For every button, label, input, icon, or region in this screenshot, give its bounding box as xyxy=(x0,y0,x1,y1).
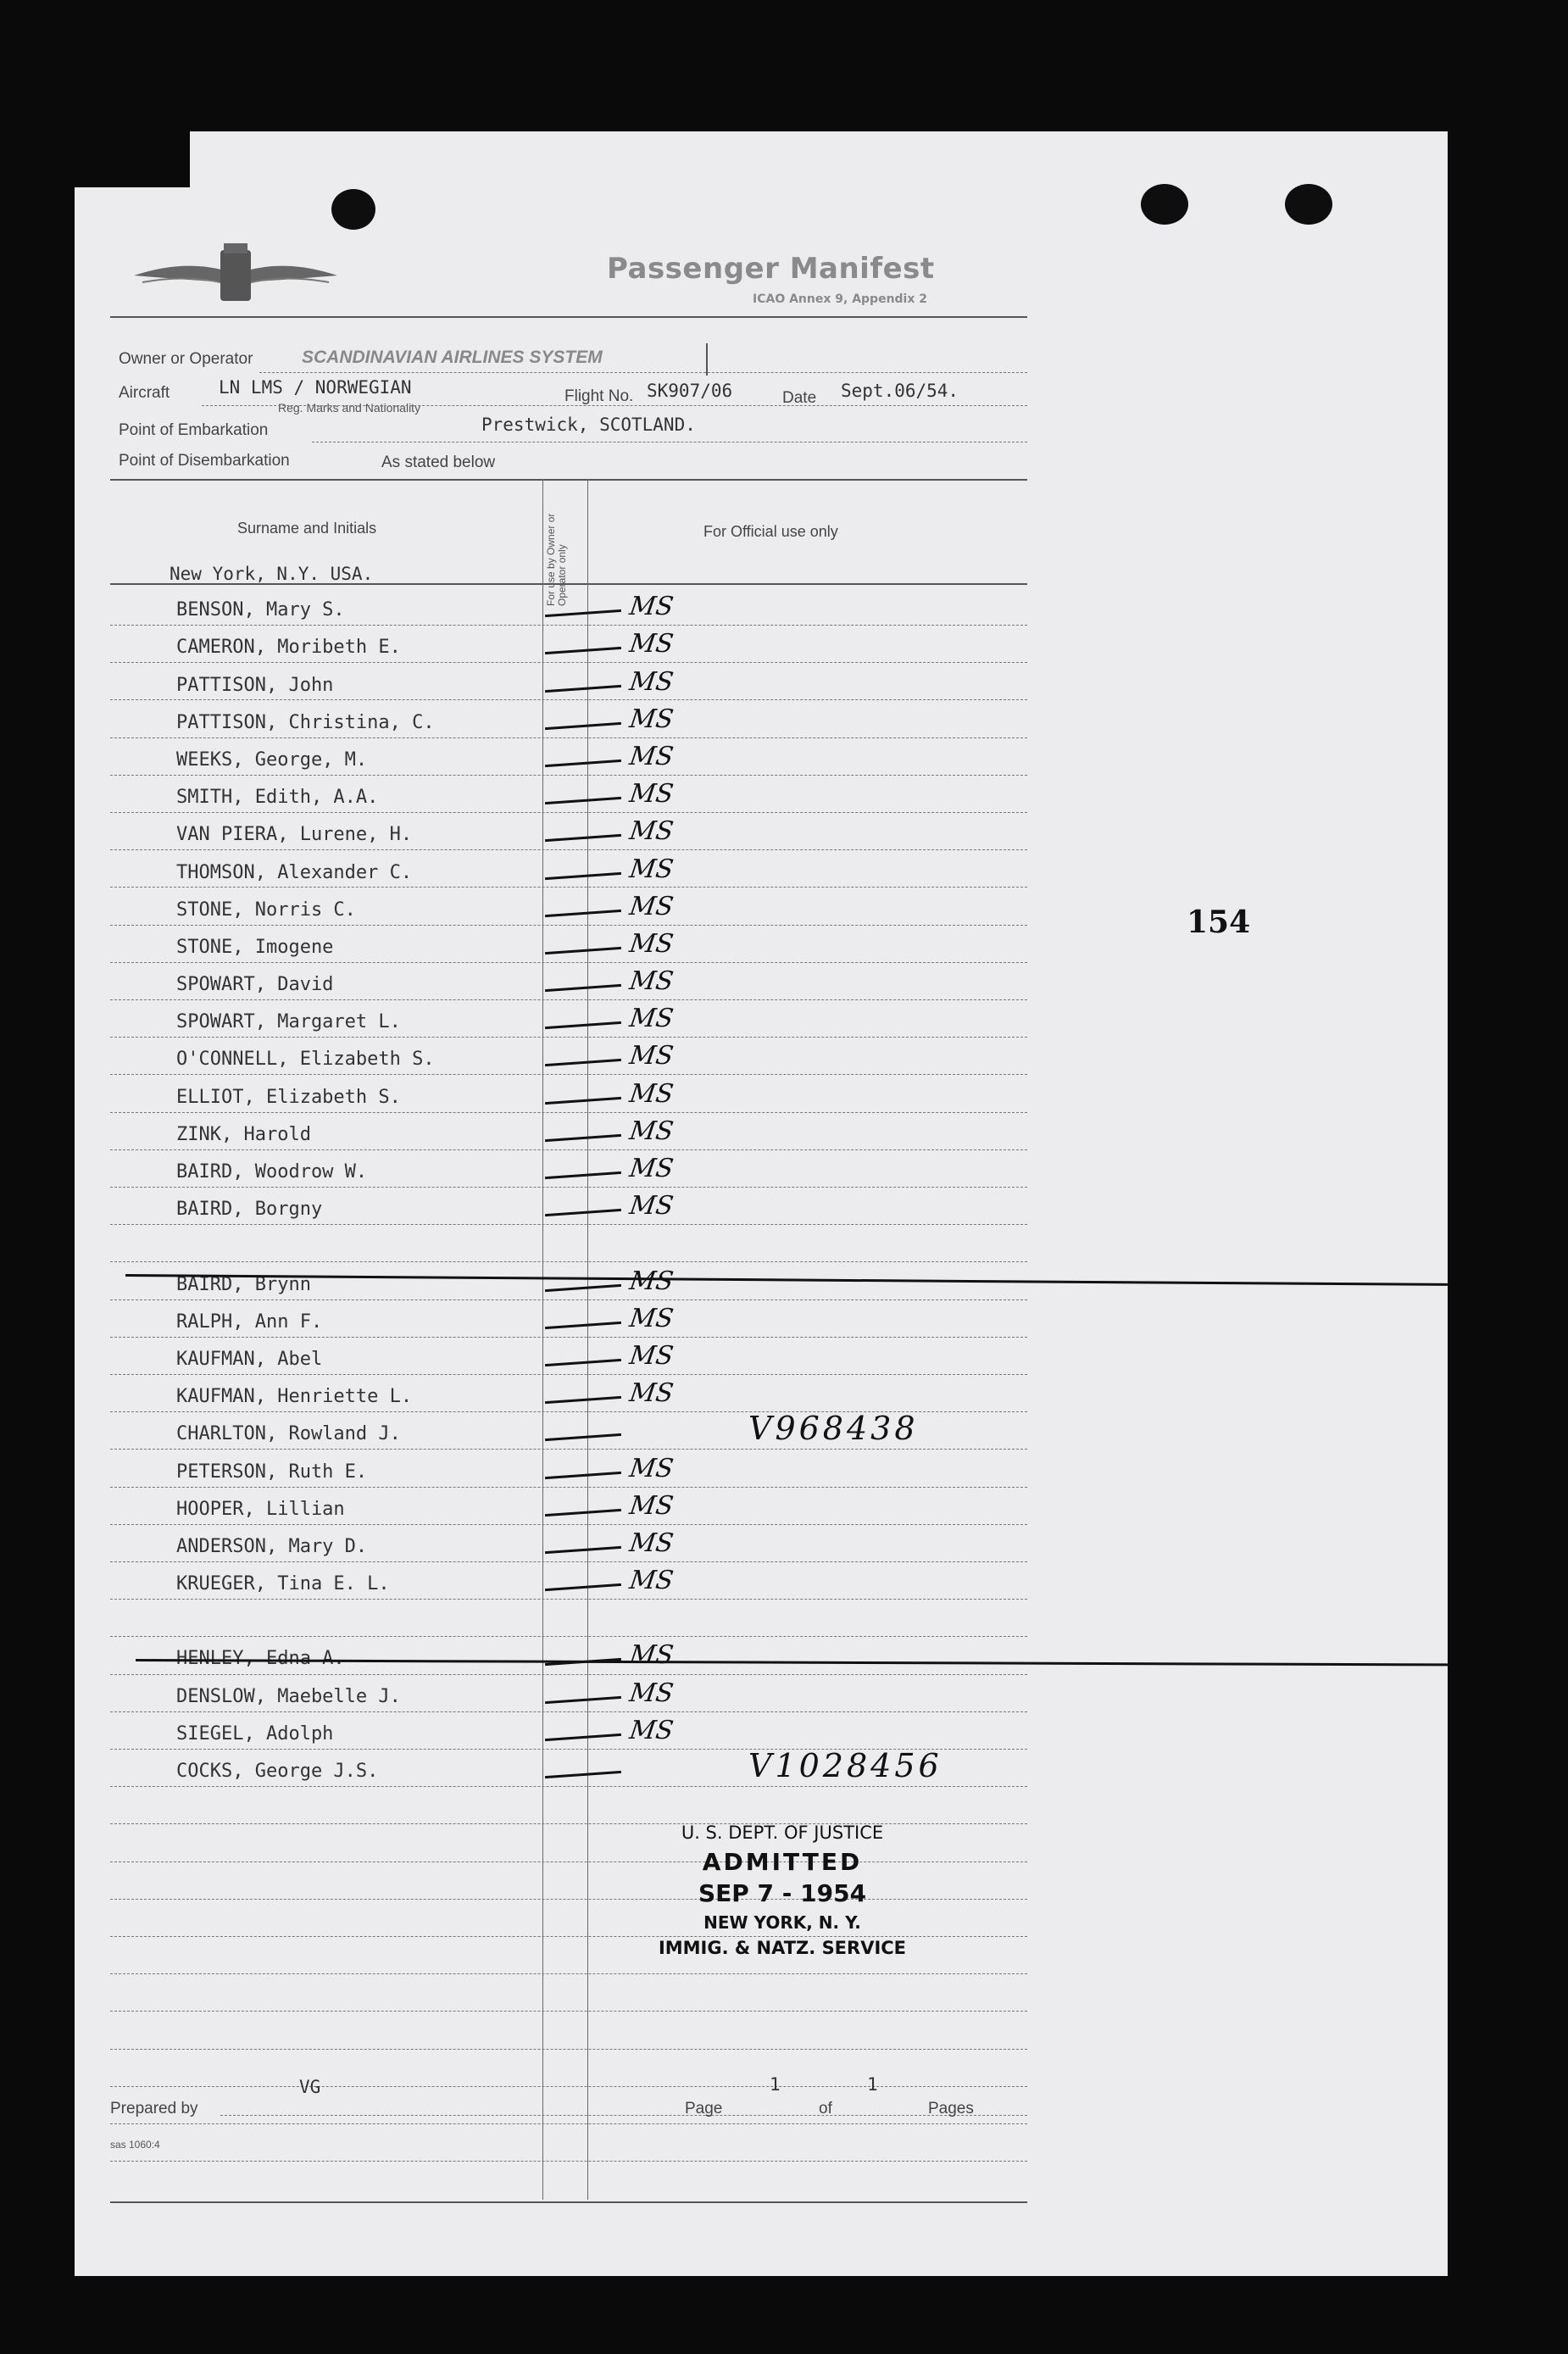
passenger-name: BAIRD, Borgny xyxy=(176,1199,323,1221)
passenger-name: SIEGEL, Adolph xyxy=(176,1722,334,1745)
of-value: 1 xyxy=(867,2074,878,2095)
official-initials: MS xyxy=(627,1116,676,1146)
official-initials: MS xyxy=(627,1004,676,1034)
official-initials: MS xyxy=(627,928,676,959)
passenger-row xyxy=(104,662,1121,699)
passenger-name: SPOWART, Margaret L. xyxy=(176,1011,401,1033)
passenger-row xyxy=(104,1074,1121,1111)
owner-divider xyxy=(706,343,708,376)
passenger-name: CAMERON, Moribeth E. xyxy=(176,637,401,659)
official-initials: MS xyxy=(627,1078,676,1109)
official-initials: MS xyxy=(627,1528,676,1558)
passenger-row xyxy=(104,1299,1121,1337)
official-initials: MS xyxy=(627,741,676,771)
passenger-row xyxy=(104,1149,1121,1187)
winged-crest-icon xyxy=(125,233,346,318)
passenger-row xyxy=(104,700,1121,737)
operator-check-mark xyxy=(545,1695,621,1703)
page-label: Page xyxy=(685,2100,723,2117)
owner-value: SCANDINAVIAN AIRLINES SYSTEM xyxy=(302,348,603,367)
prepared-label: Prepared by xyxy=(110,2100,198,2117)
table-top-rule xyxy=(110,479,1027,481)
operator-check-mark xyxy=(545,1096,621,1104)
admitted-stamp: U. S. DEPT. OF JUSTICE ADMITTED SEP 7 - 1954 NEW YORK, N. Y. IMMIG. & NATZ. SERVICE xyxy=(658,1823,907,1958)
operator-check-mark xyxy=(545,760,621,767)
passenger-name: SMITH, Edith, A.A. xyxy=(176,787,379,809)
operator-check-mark xyxy=(545,647,621,654)
pages-label: Pages xyxy=(928,2100,974,2117)
form-subtitle: ICAO Annex 9, Appendix 2 xyxy=(753,292,928,306)
passenger-name: WEEKS, George, M. xyxy=(176,748,368,771)
row-guide xyxy=(110,2123,1027,2124)
official-initials: MS xyxy=(627,1490,676,1521)
sas-logo xyxy=(125,233,346,318)
operator-check-mark xyxy=(545,834,621,842)
passenger-row xyxy=(104,925,1121,962)
disembark-value: As stated below xyxy=(381,454,496,471)
official-initials: MS xyxy=(627,704,676,734)
operator-check-mark xyxy=(545,984,621,992)
operator-check-mark xyxy=(545,1322,621,1329)
page-value: 1 xyxy=(770,2074,781,2095)
passenger-row xyxy=(104,737,1121,775)
punch-hole-right-1 xyxy=(1141,184,1188,225)
punch-hole-right-2 xyxy=(1285,184,1332,225)
official-initials: MS xyxy=(627,1340,676,1371)
operator-check-mark xyxy=(545,609,621,617)
operator-check-mark xyxy=(545,910,621,917)
passenger-name: O'CONNELL, Elizabeth S. xyxy=(176,1049,435,1071)
passenger-name: KAUFMAN, Henriette L. xyxy=(176,1386,413,1408)
passenger-name: BAIRD, Woodrow W. xyxy=(176,1161,368,1183)
operator-check-mark xyxy=(545,1546,621,1554)
operator-check-mark xyxy=(545,1509,621,1516)
passenger-row xyxy=(104,888,1121,925)
passenger-row xyxy=(104,812,1121,849)
passenger-name: STONE, Norris C. xyxy=(176,899,356,921)
col-owner-header: For use by Owner or Operator only xyxy=(545,513,568,606)
passenger-name: KRUEGER, Tina E. L. xyxy=(176,1573,390,1595)
operator-check-mark xyxy=(545,1583,621,1591)
operator-check-mark xyxy=(545,797,621,804)
operator-check-mark xyxy=(545,1771,621,1778)
official-initials: MS xyxy=(627,1378,676,1409)
passenger-row xyxy=(104,1561,1121,1599)
passenger-row xyxy=(104,1112,1121,1149)
row-guide xyxy=(110,2011,1027,2012)
passenger-name: PATTISON, John xyxy=(176,674,334,696)
passenger-row xyxy=(104,1449,1121,1486)
passenger-row xyxy=(104,962,1121,999)
passenger-row xyxy=(104,849,1121,887)
operator-check-mark xyxy=(545,1396,621,1404)
passenger-row xyxy=(104,1487,1121,1524)
visa-number: V968438 xyxy=(748,1410,919,1448)
embark-label: Point of Embarkation xyxy=(119,421,269,439)
passenger-name: BAIRD, Brynn xyxy=(176,1273,311,1295)
official-initials: MS xyxy=(627,1566,676,1596)
row-guide xyxy=(110,1786,1027,1787)
official-initials: MS xyxy=(627,966,676,997)
row-gap xyxy=(104,1224,1121,1261)
passenger-name: SPOWART, David xyxy=(176,974,334,996)
operator-check-mark xyxy=(545,947,621,954)
destination: New York, N.Y. USA. xyxy=(170,564,374,584)
passenger-name: STONE, Imogene xyxy=(176,936,334,958)
aircraft-sub: Reg. Marks and Nationality xyxy=(278,401,421,415)
passenger-name: RALPH, Ann F. xyxy=(176,1311,323,1333)
flight-label: Flight No. xyxy=(564,387,634,405)
passenger-name: HENLEY, Edna A. xyxy=(176,1648,345,1670)
official-initials: MS xyxy=(627,1678,676,1708)
col-surname-header: Surname and Initials xyxy=(237,520,377,537)
passenger-row xyxy=(104,1337,1121,1374)
header-bottom-rule xyxy=(110,583,1027,585)
official-initials: MS xyxy=(627,1041,676,1071)
passenger-row xyxy=(104,1037,1121,1074)
footer-rule xyxy=(110,2201,1027,2203)
passenger-name: THOMSON, Alexander C. xyxy=(176,861,413,883)
passenger-row xyxy=(104,1711,1121,1749)
passenger-row xyxy=(104,1749,1121,1786)
operator-check-mark xyxy=(545,1734,621,1741)
passenger-row xyxy=(104,1374,1121,1411)
passenger-name: DENSLOW, Maebelle J. xyxy=(176,1685,401,1707)
official-initials: MS xyxy=(627,1191,676,1222)
passenger-name: HOOPER, Lillian xyxy=(176,1498,345,1520)
passenger-row xyxy=(104,1673,1121,1711)
page-number: 154 xyxy=(1187,904,1251,940)
owner-label: Owner or Operator xyxy=(119,350,253,368)
passenger-name: KAUFMAN, Abel xyxy=(176,1348,323,1370)
passenger-row xyxy=(104,775,1121,812)
official-initials: MS xyxy=(627,891,676,921)
official-initials: MS xyxy=(627,629,676,659)
prepared-value: VG xyxy=(299,2077,321,2097)
operator-check-mark xyxy=(545,1209,621,1216)
form-code: sas 1060:4 xyxy=(110,2139,160,2151)
passenger-list xyxy=(104,587,1121,1786)
passenger-row xyxy=(104,1411,1121,1449)
form-title: Passenger Manifest xyxy=(607,252,935,286)
operator-check-mark xyxy=(545,722,621,730)
passenger-name: PETERSON, Ruth E. xyxy=(176,1461,368,1483)
row-guide xyxy=(110,2086,1027,2087)
operator-check-mark xyxy=(545,684,621,692)
header-rule xyxy=(110,316,1027,318)
passenger-row xyxy=(104,587,1121,625)
punch-hole-left xyxy=(331,189,375,230)
aircraft-label: Aircraft xyxy=(119,384,170,402)
passenger-name: ANDERSON, Mary D. xyxy=(176,1535,368,1557)
passenger-row xyxy=(104,999,1121,1037)
corner-tab xyxy=(71,128,190,187)
passenger-row xyxy=(104,1187,1121,1224)
official-initials: MS xyxy=(627,592,676,622)
operator-check-mark xyxy=(545,1171,621,1179)
operator-check-mark xyxy=(545,1283,621,1291)
visa-number: V1028456 xyxy=(748,1747,942,1784)
official-initials: MS xyxy=(627,1640,676,1671)
row-guide xyxy=(110,1973,1027,1974)
operator-check-mark xyxy=(545,1021,621,1029)
official-initials: MS xyxy=(627,779,676,810)
date-label: Date xyxy=(782,389,817,407)
passenger-name: COCKS, George J.S. xyxy=(176,1761,379,1782)
disembark-label: Point of Disembarkation xyxy=(119,452,290,470)
passenger-name: VAN PIERA, Lurene, H. xyxy=(176,824,413,846)
col-official-header: For Official use only xyxy=(703,523,838,540)
of-label: of xyxy=(819,2100,832,2117)
passenger-row xyxy=(104,1524,1121,1561)
passenger-name: CHARLTON, Rowland J. xyxy=(176,1423,401,1445)
operator-check-mark xyxy=(545,1134,621,1142)
official-initials: MS xyxy=(627,1154,676,1183)
operator-check-mark xyxy=(545,1059,621,1066)
operator-check-mark xyxy=(545,1471,621,1478)
passenger-name: PATTISON, Christina, C. xyxy=(176,711,435,733)
row-gap xyxy=(104,1599,1121,1636)
manifest-page xyxy=(75,131,1448,2276)
passenger-name: ELLIOT, Elizabeth S. xyxy=(176,1086,401,1108)
official-initials: MS xyxy=(627,816,676,847)
passenger-row xyxy=(104,1636,1121,1673)
flight-value: SK907/06 xyxy=(647,381,733,401)
official-initials: MS xyxy=(627,666,676,697)
row-guide xyxy=(110,2049,1027,2050)
passenger-name: BENSON, Mary S. xyxy=(176,599,345,621)
operator-check-mark xyxy=(545,871,621,879)
official-initials: MS xyxy=(627,1453,676,1483)
operator-check-mark xyxy=(545,1359,621,1366)
operator-check-mark xyxy=(545,1433,621,1441)
passenger-name: ZINK, Harold xyxy=(176,1123,311,1145)
passenger-row xyxy=(104,625,1121,662)
embark-value: Prestwick, SCOTLAND. xyxy=(481,415,696,435)
official-initials: MS xyxy=(627,1303,676,1333)
official-initials: MS xyxy=(627,1715,676,1745)
official-initials: MS xyxy=(627,854,676,884)
date-value: Sept.06/54. xyxy=(841,381,959,401)
aircraft-value: LN LMS / NORWEGIAN xyxy=(219,377,412,398)
row-guide xyxy=(110,2161,1027,2162)
official-initials: MS xyxy=(627,1266,676,1296)
